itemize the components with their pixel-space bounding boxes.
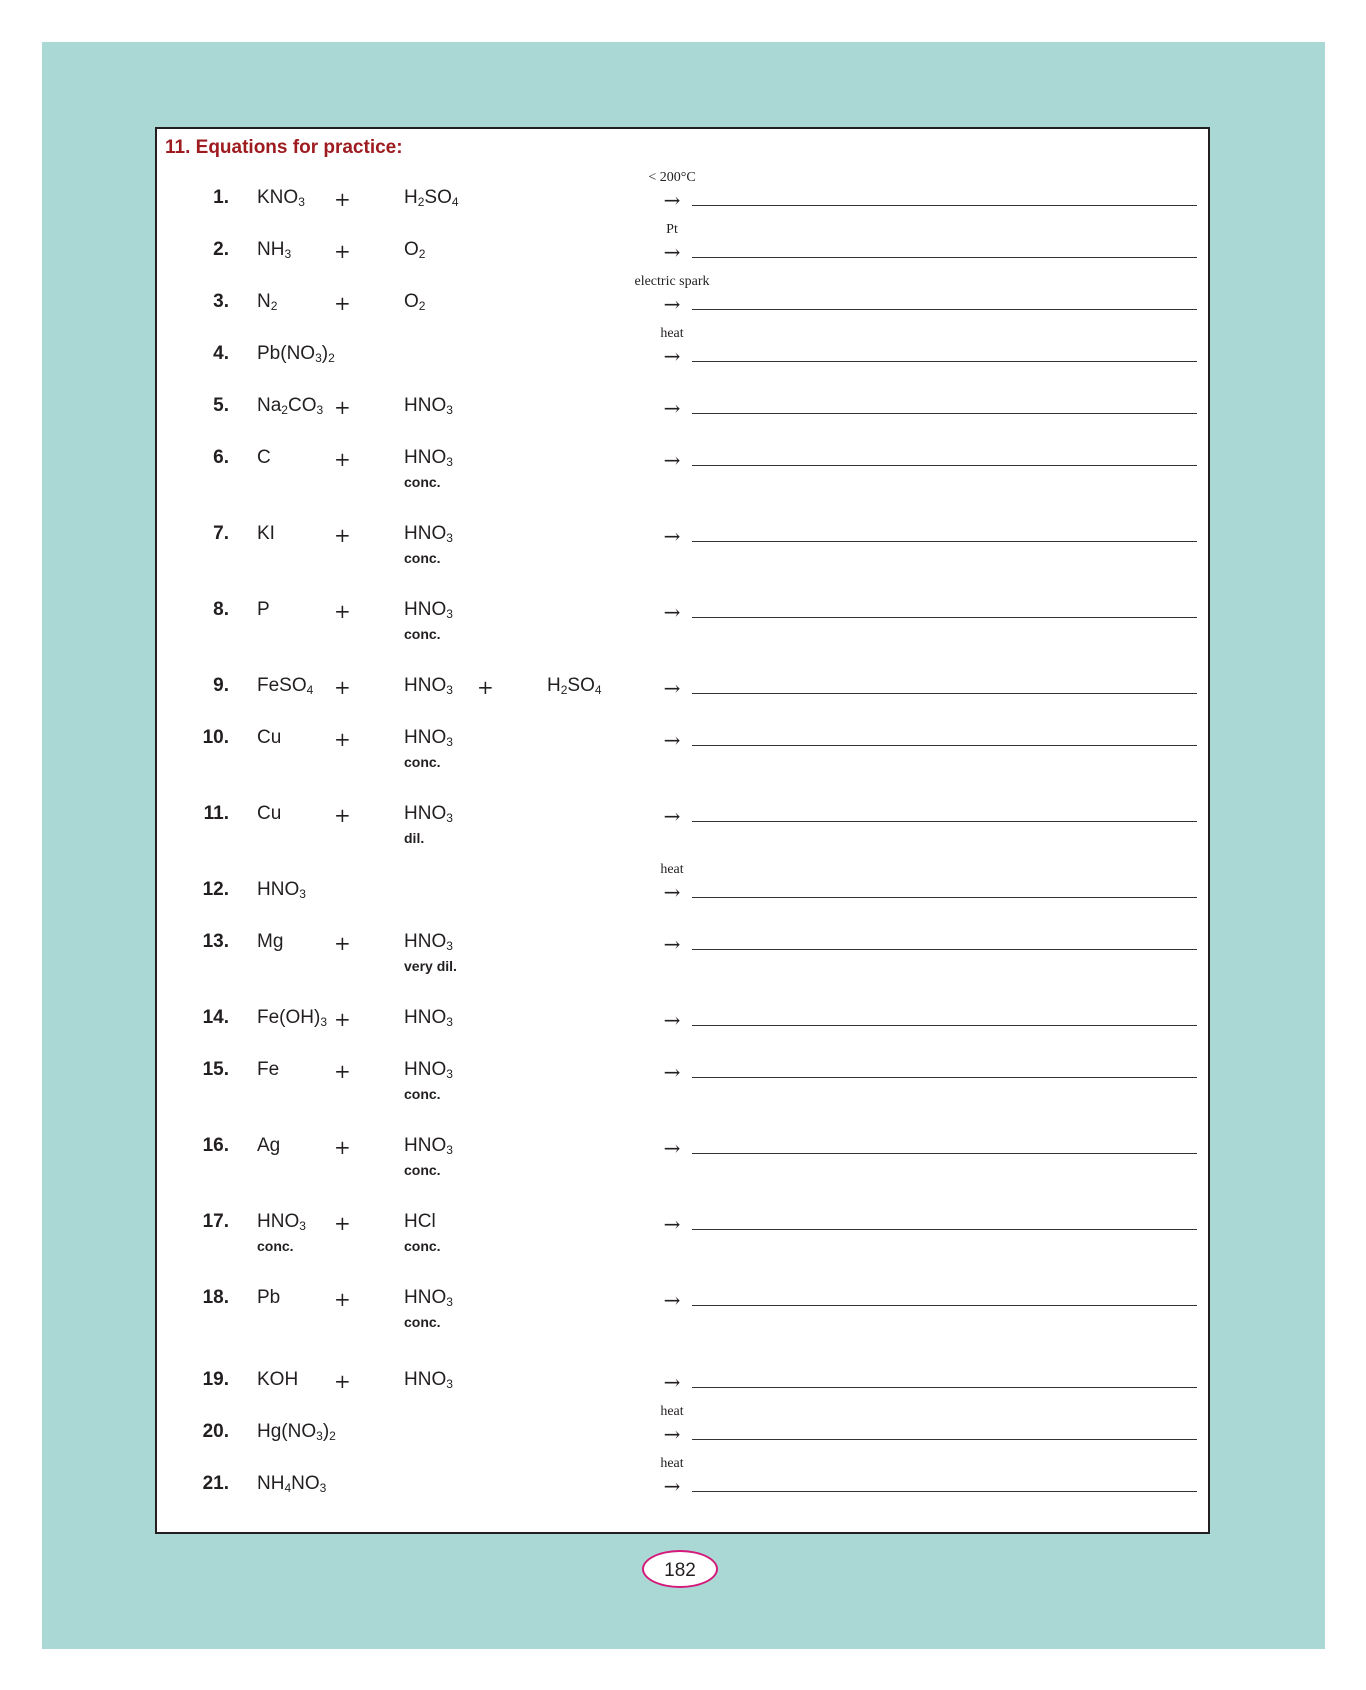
equation-row bbox=[157, 326, 1208, 383]
reactant-2 bbox=[404, 1287, 453, 1309]
subscript: 3 bbox=[446, 1015, 453, 1029]
reaction-arrow: → bbox=[663, 524, 681, 548]
plus-sign: + bbox=[334, 239, 351, 263]
reactant-1 bbox=[257, 447, 271, 469]
answer-blank-line[interactable] bbox=[692, 361, 1197, 362]
reactant-2 bbox=[404, 1007, 453, 1029]
subscript: 3 bbox=[446, 1295, 453, 1309]
formula-text: Cu bbox=[257, 803, 282, 824]
equation-number: 12. bbox=[202, 879, 229, 900]
equation-row bbox=[157, 803, 1208, 846]
formula-text: FeSO bbox=[257, 675, 307, 696]
formula-text: C bbox=[257, 447, 271, 468]
formula-text: HNO bbox=[404, 931, 447, 952]
equation-number: 18. bbox=[202, 1287, 229, 1308]
equation-number: 21. bbox=[202, 1473, 229, 1494]
section-heading: 11. Equations for practice: bbox=[165, 137, 403, 158]
answer-blank-line[interactable] bbox=[692, 465, 1197, 466]
equation-number: 8. bbox=[213, 599, 229, 620]
reactant-1 bbox=[257, 727, 281, 749]
reaction-condition: electric spark bbox=[634, 274, 710, 289]
reactant-1 bbox=[257, 239, 291, 261]
reactant-2 bbox=[404, 187, 459, 209]
equation-row bbox=[157, 170, 1208, 227]
subscript: 4 bbox=[306, 683, 314, 697]
reaction-arrow: → bbox=[663, 676, 681, 700]
reactant-1 bbox=[257, 675, 313, 697]
reaction-arrow: → bbox=[663, 396, 681, 420]
reaction-arrow: → bbox=[663, 448, 681, 472]
equation-row bbox=[157, 862, 1208, 919]
reaction-arrow: → bbox=[663, 1060, 681, 1084]
subscript: 4 bbox=[594, 683, 602, 697]
equation-row bbox=[157, 931, 1208, 974]
subscript: 4 bbox=[451, 195, 459, 209]
reactant-1 bbox=[257, 1473, 326, 1495]
reactant-2 bbox=[404, 803, 453, 825]
subscript: 3 bbox=[446, 455, 453, 469]
answer-blank-line[interactable] bbox=[692, 1025, 1197, 1026]
formula-text: N bbox=[257, 291, 271, 312]
equation-number: 6. bbox=[213, 447, 229, 468]
equation-row bbox=[157, 599, 1208, 642]
reaction-arrow: → bbox=[663, 240, 681, 264]
reactant-2 bbox=[404, 1135, 453, 1157]
subscript: 2 bbox=[270, 299, 278, 313]
reaction-condition: heat bbox=[660, 1404, 684, 1419]
subscript: 3 bbox=[446, 1067, 453, 1081]
equation-row bbox=[157, 1211, 1208, 1254]
reaction-arrow: → bbox=[663, 600, 681, 624]
equation-number: 3. bbox=[213, 291, 229, 312]
reactant-2-condition: very dil. bbox=[404, 958, 457, 974]
subscript: 3 bbox=[446, 403, 453, 417]
reactant-2 bbox=[404, 239, 425, 261]
equation-row bbox=[157, 274, 1208, 331]
answer-blank-line[interactable] bbox=[692, 541, 1197, 542]
answer-blank-line[interactable] bbox=[692, 949, 1197, 950]
formula-text: CO bbox=[287, 395, 317, 416]
answer-blank-line[interactable] bbox=[692, 1305, 1197, 1306]
answer-blank-line[interactable] bbox=[692, 821, 1197, 822]
reactant-2 bbox=[404, 1369, 453, 1391]
equation-row bbox=[157, 1135, 1208, 1178]
reaction-arrow: → bbox=[663, 1212, 681, 1236]
answer-blank-line[interactable] bbox=[692, 1491, 1197, 1492]
reaction-condition: Pt bbox=[666, 222, 678, 237]
equation-row bbox=[157, 1404, 1208, 1461]
subscript: 4 bbox=[284, 1481, 292, 1495]
formula-text: Mg bbox=[257, 931, 284, 952]
reactant-1 bbox=[257, 395, 323, 417]
formula-text: HNO bbox=[404, 523, 447, 544]
equation-row bbox=[157, 1369, 1208, 1409]
answer-blank-line[interactable] bbox=[692, 693, 1197, 694]
reaction-condition: heat bbox=[660, 326, 684, 341]
reaction-arrow: → bbox=[663, 292, 681, 316]
equation-row bbox=[157, 675, 1208, 715]
reactant-1 bbox=[257, 1007, 327, 1029]
formula-text: ) bbox=[322, 1421, 330, 1442]
plus-sign: + bbox=[334, 1369, 351, 1393]
equation-number: 1. bbox=[213, 187, 229, 208]
formula-text: ) bbox=[321, 343, 329, 364]
reactant-2-condition: conc. bbox=[404, 550, 441, 566]
reactant-2 bbox=[404, 727, 453, 749]
reactant-2-condition: conc. bbox=[404, 1086, 441, 1102]
formula-text: NO bbox=[291, 1473, 320, 1494]
reaction-arrow: → bbox=[663, 932, 681, 956]
formula-text: HNO bbox=[404, 1287, 447, 1308]
equation-number: 2. bbox=[213, 239, 229, 260]
reactant-2 bbox=[404, 1211, 436, 1233]
subscript: 3 bbox=[316, 1429, 323, 1443]
equation-number: 17. bbox=[202, 1211, 229, 1232]
reactant-1 bbox=[257, 803, 281, 825]
plus-sign: + bbox=[334, 727, 351, 751]
reactant-2 bbox=[404, 931, 453, 953]
plus-sign: + bbox=[334, 1007, 351, 1031]
subscript: 3 bbox=[446, 531, 453, 545]
equation-row bbox=[157, 1456, 1208, 1513]
reaction-arrow: → bbox=[663, 188, 681, 212]
equation-row bbox=[157, 1287, 1208, 1330]
equation-number: 7. bbox=[213, 523, 229, 544]
subscript: 3 bbox=[446, 811, 453, 825]
subscript: 3 bbox=[316, 403, 324, 417]
subscript: 3 bbox=[446, 939, 453, 953]
reactant-2-condition: conc. bbox=[404, 1314, 441, 1330]
reaction-arrow: → bbox=[663, 1288, 681, 1312]
formula-text: HCl bbox=[404, 1211, 436, 1232]
plus-sign: + bbox=[334, 187, 351, 211]
plus-sign: + bbox=[334, 931, 351, 955]
reactant-2 bbox=[404, 599, 453, 621]
equation-row bbox=[157, 523, 1208, 566]
plus-sign: + bbox=[334, 803, 351, 827]
answer-blank-line[interactable] bbox=[692, 745, 1197, 746]
reactant-1 bbox=[257, 1211, 306, 1233]
answer-blank-line[interactable] bbox=[692, 413, 1197, 414]
formula-text: HNO bbox=[404, 1135, 447, 1156]
formula-text: Fe(OH) bbox=[257, 1007, 321, 1028]
reaction-condition: heat bbox=[660, 1456, 684, 1471]
reactant-1 bbox=[257, 1287, 280, 1309]
formula-text: Pb(NO bbox=[257, 343, 316, 364]
equation-number: 11. bbox=[203, 803, 229, 824]
subscript: 3 bbox=[446, 683, 453, 697]
subscript: 3 bbox=[319, 1481, 327, 1495]
formula-text: HNO bbox=[404, 1059, 447, 1080]
equation-number: 13. bbox=[202, 931, 229, 952]
answer-blank-line[interactable] bbox=[692, 1387, 1197, 1388]
reactant-1 bbox=[257, 1135, 280, 1157]
plus-sign: + bbox=[334, 1059, 351, 1083]
equation-number: 14. bbox=[202, 1007, 229, 1028]
reactant-2 bbox=[404, 395, 453, 417]
equation-number: 20. bbox=[202, 1421, 229, 1442]
reaction-arrow: → bbox=[663, 804, 681, 828]
equation-number: 16. bbox=[202, 1135, 229, 1156]
formula-text: H bbox=[404, 187, 418, 208]
subscript: 3 bbox=[299, 1219, 306, 1233]
formula-text: KI bbox=[257, 523, 275, 544]
plus-sign: + bbox=[334, 1211, 351, 1235]
equation-number: 15. bbox=[202, 1059, 229, 1080]
formula-text: Hg(NO bbox=[257, 1421, 317, 1442]
answer-blank-line[interactable] bbox=[692, 617, 1197, 618]
reaction-arrow: → bbox=[663, 1422, 681, 1446]
reactant-2 bbox=[404, 291, 425, 313]
reactant-2 bbox=[404, 1059, 453, 1081]
plus-sign: + bbox=[334, 1135, 351, 1159]
formula-text: KOH bbox=[257, 1369, 299, 1390]
plus-sign: + bbox=[334, 523, 351, 547]
reactant-2-condition: conc. bbox=[404, 626, 441, 642]
plus-sign: + bbox=[334, 291, 351, 315]
reaction-arrow: → bbox=[663, 728, 681, 752]
subscript: 2 bbox=[560, 683, 568, 697]
reaction-arrow: → bbox=[663, 1008, 681, 1032]
reactant-2-condition: conc. bbox=[404, 754, 441, 770]
formula-text: HNO bbox=[404, 395, 447, 416]
reaction-arrow: → bbox=[663, 344, 681, 368]
formula-text: Pb bbox=[257, 1287, 281, 1308]
reactant-2-condition: conc. bbox=[404, 1162, 441, 1178]
formula-text: Cu bbox=[257, 727, 282, 748]
answer-blank-line[interactable] bbox=[692, 1229, 1197, 1230]
answer-blank-line[interactable] bbox=[692, 897, 1197, 898]
plus-sign: + bbox=[334, 1287, 351, 1311]
subscript: 3 bbox=[446, 735, 453, 749]
answer-blank-line[interactable] bbox=[692, 1153, 1197, 1154]
page-number: 182 bbox=[642, 1550, 718, 1588]
formula-text: SO bbox=[567, 675, 595, 696]
reaction-arrow: → bbox=[663, 1474, 681, 1498]
formula-text: HNO bbox=[404, 675, 447, 696]
reactant-1 bbox=[257, 343, 335, 365]
equation-number: 10. bbox=[202, 727, 229, 748]
plus-sign: + bbox=[334, 675, 351, 699]
subscript: 2 bbox=[329, 1429, 336, 1443]
equation-row bbox=[157, 1059, 1208, 1102]
reactant-1 bbox=[257, 1421, 336, 1443]
formula-text: H bbox=[547, 675, 561, 696]
reactant-1 bbox=[257, 291, 277, 313]
formula-text: O bbox=[404, 291, 419, 312]
equation-number: 19. bbox=[202, 1369, 229, 1390]
equation-row bbox=[157, 222, 1208, 279]
formula-text: O bbox=[404, 239, 419, 260]
subscript: 2 bbox=[328, 351, 335, 365]
reaction-arrow: → bbox=[663, 1136, 681, 1160]
subscript: 3 bbox=[284, 247, 292, 261]
formula-text: P bbox=[257, 599, 270, 620]
subscript: 3 bbox=[315, 351, 322, 365]
equation-row bbox=[157, 395, 1208, 435]
formula-text: HNO bbox=[404, 803, 447, 824]
equation-number: 5. bbox=[213, 395, 229, 416]
reaction-condition: heat bbox=[660, 862, 684, 877]
answer-blank-line[interactable] bbox=[692, 1439, 1197, 1440]
formula-text: NH bbox=[257, 1473, 285, 1494]
formula-text: Ag bbox=[257, 1135, 281, 1156]
subscript: 3 bbox=[298, 195, 305, 209]
plus-sign: + bbox=[334, 395, 351, 419]
formula-text: SO bbox=[424, 187, 452, 208]
answer-blank-line[interactable] bbox=[692, 1077, 1197, 1078]
equation-row bbox=[157, 727, 1208, 770]
answer-blank-line[interactable] bbox=[692, 257, 1197, 258]
formula-text: HNO bbox=[257, 879, 300, 900]
answer-blank-line[interactable] bbox=[692, 205, 1197, 206]
reactant-2-condition: conc. bbox=[404, 1238, 441, 1254]
plus-sign: + bbox=[334, 447, 351, 471]
reaction-arrow: → bbox=[663, 880, 681, 904]
answer-blank-line[interactable] bbox=[692, 309, 1197, 310]
plus-sign: + bbox=[477, 675, 494, 699]
subscript: 3 bbox=[446, 1143, 453, 1157]
equation-number: 9. bbox=[213, 675, 229, 696]
subscript: 3 bbox=[320, 1015, 328, 1029]
reactant-1-condition: conc. bbox=[257, 1238, 294, 1254]
formula-text: HNO bbox=[404, 727, 447, 748]
formula-text: HNO bbox=[404, 447, 447, 468]
subscript: 3 bbox=[446, 1377, 453, 1391]
formula-text: HNO bbox=[404, 599, 447, 620]
formula-text: HNO bbox=[404, 1369, 447, 1390]
reactant-1 bbox=[257, 599, 270, 621]
reactant-1 bbox=[257, 523, 275, 545]
reactant-3 bbox=[547, 675, 602, 697]
reactant-2 bbox=[404, 523, 453, 545]
reactant-1 bbox=[257, 1369, 298, 1391]
equation-number: 4. bbox=[213, 343, 229, 364]
subscript: 3 bbox=[446, 607, 453, 621]
equation-row bbox=[157, 447, 1208, 490]
reactant-2 bbox=[404, 447, 453, 469]
formula-text: NH bbox=[257, 239, 285, 260]
subscript: 2 bbox=[281, 403, 288, 417]
reactant-1 bbox=[257, 1059, 279, 1081]
exercise-box bbox=[155, 127, 1210, 1534]
formula-text: HNO bbox=[404, 1007, 447, 1028]
equation-row bbox=[157, 1007, 1208, 1047]
reactant-1 bbox=[257, 931, 283, 953]
reaction-arrow: → bbox=[663, 1370, 681, 1394]
reactant-2-condition: conc. bbox=[404, 474, 441, 490]
subscript: 2 bbox=[418, 299, 426, 313]
formula-text: HNO bbox=[257, 1211, 300, 1232]
subscript: 2 bbox=[418, 247, 426, 261]
subscript: 3 bbox=[299, 887, 306, 901]
plus-sign: + bbox=[334, 599, 351, 623]
reaction-condition: < 200°C bbox=[648, 170, 696, 185]
formula-text: Na bbox=[257, 395, 282, 416]
formula-text: KNO bbox=[257, 187, 299, 208]
subscript: 2 bbox=[417, 195, 425, 209]
reactant-2 bbox=[404, 675, 453, 697]
reactant-2-condition: dil. bbox=[404, 830, 425, 846]
reactant-1 bbox=[257, 187, 305, 209]
formula-text: Fe bbox=[257, 1059, 280, 1080]
reactant-1 bbox=[257, 879, 306, 901]
